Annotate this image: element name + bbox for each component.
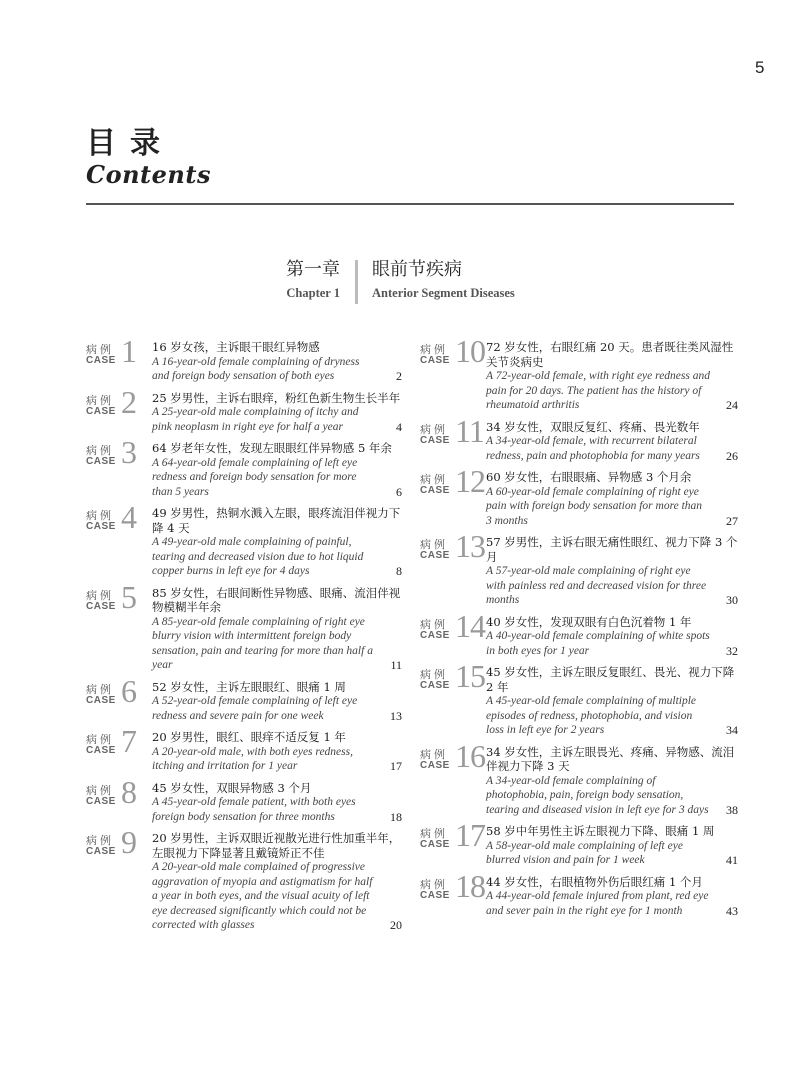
case-number: 15 xyxy=(455,658,485,694)
case-desc-en: A 34-year-old female, with recurrent bilateral redness, pain and photophobia for many years xyxy=(486,435,700,462)
case-desc-en: A 60-year-old female complaining of right eye pain with foreign body sensation for more than 3 months xyxy=(486,485,703,527)
case-number: 9 xyxy=(121,824,136,860)
case-title-en xyxy=(152,355,402,384)
case-label-cn: 病例 xyxy=(420,422,448,436)
case-title-en xyxy=(486,369,738,413)
title-divider xyxy=(86,203,734,205)
case-label-cn: 病例 xyxy=(420,617,448,631)
case-page-number: 34 xyxy=(726,723,738,737)
case-title-cn: 58 岁中年男性主诉左眼视力下降、眼痛 1 周 xyxy=(486,824,715,838)
chapter-name-cn: 眼前节疾病 xyxy=(372,259,462,280)
case-label-en: CASE xyxy=(420,434,450,446)
case-badge xyxy=(86,499,148,537)
case-desc-en: A 20-year-old male complained of progressive aggravation of myopia and astigmatism for half a year in both eyes, and the visual acuity of left eye decreased significantly which could not be corrected with glasses xyxy=(152,861,373,931)
case-label-en: CASE xyxy=(420,680,450,691)
case-label-cn: 病例 xyxy=(420,747,448,761)
case-title-en xyxy=(152,860,402,933)
toc-entry[interactable] xyxy=(420,333,738,413)
case-label-cn: 病例 xyxy=(86,588,114,602)
case-label-cn: 病例 xyxy=(420,827,448,840)
toc-entry[interactable] xyxy=(420,528,738,608)
toc-entry[interactable] xyxy=(86,578,402,673)
case-page-number: 4 xyxy=(396,419,402,434)
case-page-number: 17 xyxy=(390,759,402,773)
case-title-cn: 60 岁女性，右眼眼痛、异物感 3 个月余 xyxy=(486,470,692,484)
case-page-number: 38 xyxy=(726,802,738,817)
case-page-number: 30 xyxy=(726,593,738,607)
page-title-en: Contents xyxy=(86,160,211,189)
case-label-en: CASE xyxy=(86,694,116,706)
case-number: 4 xyxy=(121,499,136,535)
case-title-cn: 40 岁女性，发现双眼有白色沉着物 1 年 xyxy=(486,614,692,629)
case-title-cn: 34 岁女性，主诉左眼畏光、疼痛、异物感、流泪伴视力下降 3 天 xyxy=(486,744,735,773)
case-title-en xyxy=(152,535,402,579)
case-desc-en: A 16-year-old female complaining of dryness and foreign body sensation of both eyes xyxy=(152,355,360,382)
toc-entry[interactable] xyxy=(420,737,738,818)
case-number: 5 xyxy=(121,578,136,615)
case-badge xyxy=(86,383,148,422)
case-label-cn: 病例 xyxy=(86,343,114,356)
toc-column-right xyxy=(420,333,738,925)
case-page-number: 41 xyxy=(726,853,738,867)
toc-entry[interactable] xyxy=(86,672,402,724)
case-label-cn: 病例 xyxy=(86,444,114,457)
case-badge xyxy=(86,773,148,812)
toc-entry[interactable] xyxy=(86,723,402,774)
case-desc-en: A 20-year-old male, with both eyes redness, itching and irritation for 1 year xyxy=(152,745,353,772)
case-title-cn: 57 岁男性，主诉右眼无痛性眼红、视力下降 3 个月 xyxy=(486,535,738,564)
case-label-en: CASE xyxy=(420,889,450,901)
case-title-en xyxy=(486,629,738,658)
case-title-cn: 44 岁女性，右眼植物外伤后眼红痛 1 个月 xyxy=(486,874,703,889)
case-page-number: 32 xyxy=(726,643,738,658)
case-label-cn: 病例 xyxy=(420,343,448,356)
case-desc-en: A 57-year-old male complaining of right eye with painless red and decreased vision for three months xyxy=(486,565,707,606)
case-desc-en: A 72-year-old female, with right eye redness and pain for 20 days. The patient has the history of rheumatoid arthritis xyxy=(486,370,710,411)
case-page-number: 18 xyxy=(390,809,402,824)
page-title-cn: 目录 xyxy=(86,126,174,161)
case-number: 8 xyxy=(121,773,136,810)
case-label-cn: 病例 xyxy=(420,668,448,681)
case-title-en xyxy=(486,564,738,608)
chapter-name-en: Anterior Segment Diseases xyxy=(372,286,515,300)
case-page-number: 11 xyxy=(390,658,402,672)
toc-entry[interactable] xyxy=(420,867,738,919)
case-number: 14 xyxy=(455,607,485,644)
case-label-en: CASE xyxy=(86,745,116,756)
case-title-cn: 45 岁女性，双眼异物感 3 个月 xyxy=(152,780,312,795)
case-badge xyxy=(420,412,484,451)
case-title-cn: 49 岁男性，热铜水溅入左眼，眼疼流泪伴视力下降 4 天 xyxy=(152,506,401,535)
toc-entry[interactable] xyxy=(420,607,738,659)
case-desc-en: A 45-year-old female patient, with both eyes foreign body sensation for three months xyxy=(152,796,356,823)
case-desc-en: A 52-year-old female complaining of left eye redness and severe pain for one week xyxy=(152,695,358,722)
toc-entry[interactable] xyxy=(86,824,402,933)
case-number: 12 xyxy=(455,463,485,499)
case-label-en: CASE xyxy=(86,846,116,857)
case-badge xyxy=(86,723,148,761)
case-title-en xyxy=(152,795,402,824)
case-title-en xyxy=(152,456,402,500)
case-desc-en: A 40-year-old female complaining of white spots in both eyes for 1 year xyxy=(486,630,710,657)
case-title-cn: 45 岁女性，主诉左眼反复眼红、畏光、视力下降 2 年 xyxy=(486,665,735,694)
case-badge xyxy=(420,867,485,906)
case-desc-en: A 64-year-old female complaining of left eye redness and foreign body sensation for more than 5 years xyxy=(152,456,358,498)
case-desc-en: A 34-year-old female complaining of photophobia, pain, foreign body sensation, tearing and diseased vision in left eye for 3 days xyxy=(486,774,709,816)
case-label-cn: 病例 xyxy=(420,877,448,891)
toc-entry[interactable] xyxy=(420,658,738,738)
case-badge xyxy=(86,824,148,862)
case-label-en: CASE xyxy=(420,759,450,771)
case-title-cn: 20 岁男性，眼红、眼痒不适反复 1 年 xyxy=(152,730,346,744)
case-desc-en: A 44-year-old female injured from plant, red eye and sever pain in the right eye for 1 month xyxy=(486,890,709,917)
toc-entry[interactable] xyxy=(86,434,402,499)
case-title-cn: 64 岁老年女性，发现左眼眼红伴异物感 5 年余 xyxy=(152,441,392,455)
case-page-number: 24 xyxy=(726,398,738,412)
toc-entry[interactable] xyxy=(86,383,402,435)
case-page-number: 8 xyxy=(396,564,402,578)
case-title-cn: 72 岁女性，右眼红痛 20 天。患者既往类风湿性关节炎病史 xyxy=(486,340,734,369)
case-badge xyxy=(420,607,485,646)
case-page-number: 13 xyxy=(390,708,402,723)
case-number: 6 xyxy=(121,672,136,709)
page-number: 5 xyxy=(755,58,765,77)
case-label-en: CASE xyxy=(86,355,116,366)
case-number: 2 xyxy=(121,383,136,420)
toc-entry[interactable] xyxy=(420,463,738,528)
case-label-en: CASE xyxy=(86,405,116,417)
case-desc-en: A 45-year-old female complaining of multiple episodes of redness, photophobia, and vision loss in left eye for 2 years xyxy=(486,695,697,736)
case-title-cn: 34 岁女性，双眼反复红、疼痛、畏光数年 xyxy=(486,419,700,434)
case-label-cn: 病例 xyxy=(86,393,114,407)
case-label-en: CASE xyxy=(420,839,450,850)
case-badge xyxy=(420,333,485,371)
case-title-en xyxy=(486,485,738,529)
chapter-heading xyxy=(0,258,800,308)
case-title-cn: 20 岁男性，主诉双眼近视散光进行性加重半年，左眼视力下降显著且戴镜矫正不佳 xyxy=(152,831,401,860)
case-title-en xyxy=(486,694,738,738)
case-label-cn: 病例 xyxy=(420,473,448,486)
case-label-cn: 病例 xyxy=(86,834,114,847)
case-number: 3 xyxy=(121,434,136,470)
case-page-number: 20 xyxy=(390,918,402,932)
case-title-en xyxy=(152,694,402,723)
case-label-cn: 病例 xyxy=(86,783,114,797)
toc-column-left xyxy=(86,333,402,940)
case-desc-en: A 25-year-old male complaining of itchy and pink neoplasm in right eye for half a year xyxy=(152,406,359,433)
case-number: 18 xyxy=(455,867,485,904)
case-label-en: CASE xyxy=(86,521,116,532)
case-badge xyxy=(420,817,485,855)
toc-entry[interactable] xyxy=(420,412,738,464)
case-label-cn: 病例 xyxy=(86,733,114,746)
toc-entry[interactable] xyxy=(420,817,738,868)
case-label-cn: 病例 xyxy=(420,538,448,551)
chapter-label-en: Chapter 1 xyxy=(286,286,340,300)
case-title-cn: 25 岁男性，主诉右眼痒，粉红色新生物生长半年 xyxy=(152,390,401,405)
case-title-en xyxy=(152,745,402,774)
case-number: 10 xyxy=(455,333,485,369)
case-badge xyxy=(420,658,485,696)
case-title-en xyxy=(486,434,738,463)
case-number: 11 xyxy=(455,412,484,449)
case-badge xyxy=(420,528,485,566)
case-badge xyxy=(86,578,148,617)
case-title-en xyxy=(152,405,402,434)
case-label-en: CASE xyxy=(420,550,450,561)
case-title-cn: 52 岁女性，主诉左眼眼红、眼痛 1 周 xyxy=(152,679,346,694)
case-page-number: 2 xyxy=(396,369,402,383)
case-number: 17 xyxy=(455,817,485,853)
case-title-en xyxy=(486,889,738,918)
case-number: 7 xyxy=(121,723,136,759)
toc-entry[interactable] xyxy=(86,333,402,384)
case-page-number: 26 xyxy=(726,448,738,463)
case-label-en: CASE xyxy=(86,600,116,612)
case-desc-en: A 85-year-old female complaining of right eye blurry vision with intermittent foreign body sensation, pain and tearing for more than half a year xyxy=(152,615,373,671)
case-desc-en: A 58-year-old male complaining of left eye blurred vision and pain for 1 week xyxy=(486,839,683,866)
case-page-number: 27 xyxy=(726,513,738,528)
case-number: 16 xyxy=(455,737,485,774)
case-page-number: 43 xyxy=(726,903,738,918)
case-label-cn: 病例 xyxy=(86,682,114,696)
case-badge xyxy=(420,463,485,501)
case-badge xyxy=(420,737,485,776)
case-number: 13 xyxy=(455,528,485,564)
toc-entry[interactable] xyxy=(86,499,402,579)
chapter-label-cn: 第一章 xyxy=(286,259,340,280)
case-label-en: CASE xyxy=(420,355,450,366)
chapter-divider xyxy=(355,260,358,304)
case-title-en xyxy=(486,839,738,868)
case-number: 1 xyxy=(121,333,136,369)
case-badge xyxy=(86,672,148,711)
case-label-en: CASE xyxy=(420,629,450,641)
case-page-number: 6 xyxy=(396,484,402,499)
toc-entry[interactable] xyxy=(86,773,402,825)
case-title-en xyxy=(152,615,402,673)
case-title-en xyxy=(486,774,738,818)
case-badge xyxy=(86,434,148,472)
case-label-en: CASE xyxy=(86,456,116,467)
case-label-en: CASE xyxy=(86,795,116,807)
case-badge xyxy=(86,333,148,371)
case-label-en: CASE xyxy=(420,485,450,496)
case-label-cn: 病例 xyxy=(86,509,114,522)
case-desc-en: A 49-year-old male complaining of painful, tearing and decreased vision due to hot liquid copper burns in left eye for 4 days xyxy=(152,536,364,577)
case-title-cn: 16 岁女孩，主诉眼干眼红异物感 xyxy=(152,340,320,354)
case-title-cn: 85 岁女性，右眼间断性异物感、眼痛、流泪伴视物模糊半年余 xyxy=(152,585,401,614)
